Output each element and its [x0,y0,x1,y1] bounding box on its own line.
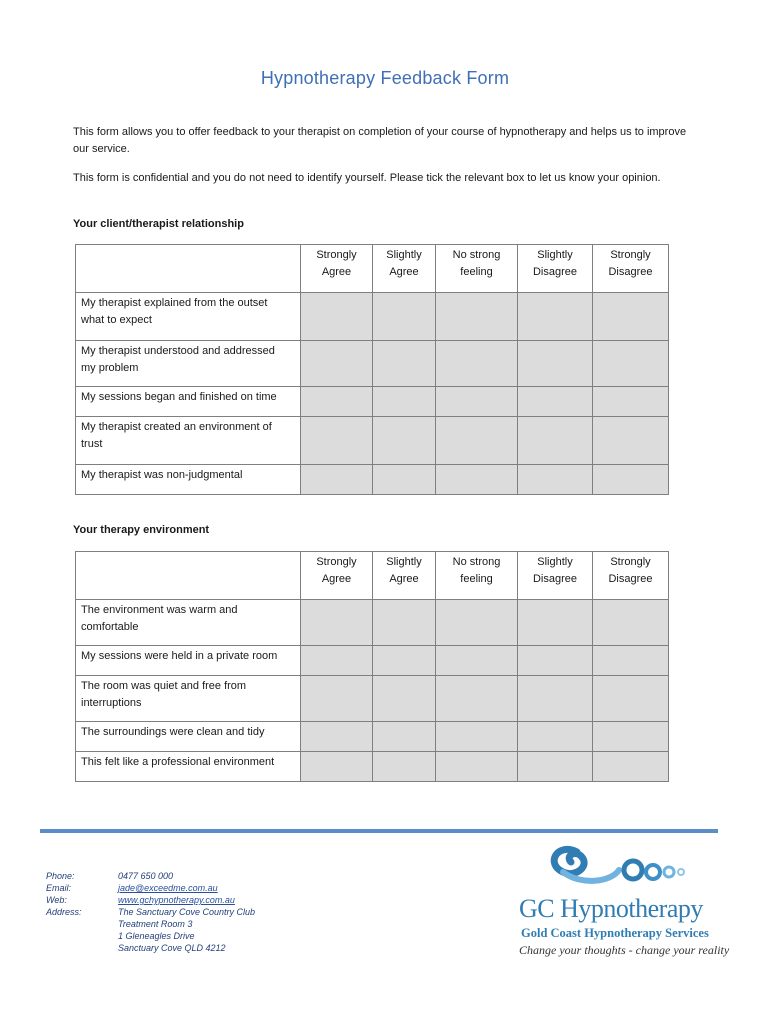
rating-checkbox[interactable] [436,676,518,722]
rating-checkbox[interactable] [593,752,669,782]
environment-table [75,551,669,782]
rating-checkbox[interactable] [301,417,373,465]
logo-name: GC Hypnotherapy [519,894,703,923]
scale-no-strong-feeling: No strong feeling [436,552,518,600]
statement-label: My sessions were held in a private room [76,646,301,676]
statement-label: My sessions began and finished on time [76,387,301,417]
table-row [76,752,669,782]
scale-slightly-agree: Slightly Agree [373,245,436,293]
web-label: Web: [46,895,67,905]
contact-details [46,870,255,954]
footer-divider [40,829,718,833]
rating-checkbox[interactable] [301,600,373,646]
table-row [76,341,669,387]
rating-checkbox[interactable] [593,465,669,495]
rating-checkbox[interactable] [518,341,593,387]
phone-number: 0477 650 000 [118,871,174,881]
table-row [76,293,669,341]
blank-header-cell [76,552,301,600]
email-label: Email: [46,883,72,893]
logo-tagline: Change your thoughts - change your reality [519,943,730,957]
statement-label: The environment was warm and comfortable [76,600,301,646]
rating-checkbox[interactable] [301,676,373,722]
rating-checkbox[interactable] [373,341,436,387]
rating-checkbox[interactable] [373,293,436,341]
scale-strongly-agree: Strongly Agree [301,245,373,293]
table-row [76,646,669,676]
table-row [76,387,669,417]
blank-header-cell [76,245,301,293]
scale-strongly-disagree: Strongly Disagree [593,552,669,600]
rating-checkbox[interactable] [436,722,518,752]
rating-checkbox[interactable] [518,465,593,495]
rating-checkbox[interactable] [301,722,373,752]
rating-checkbox[interactable] [518,676,593,722]
address-line: The Sanctuary Cove Country Club [118,907,256,917]
page-title: Hypnotherapy Feedback Form [260,68,510,88]
statement-label: My therapist understood and addressed my problem [76,341,301,387]
logo-subtitle: Gold Coast Hypnotherapy Services [521,926,709,940]
rating-checkbox[interactable] [436,387,518,417]
scale-strongly-agree: Strongly Agree [301,552,373,600]
gc-hypnotherapy-logo [515,842,730,962]
scale-no-strong-feeling: No strong feeling [436,245,518,293]
swirl-icon [515,842,725,894]
scale-slightly-disagree: Slightly Disagree [518,552,593,600]
rating-checkbox[interactable] [301,465,373,495]
intro-paragraph-1: This form allows you to offer feedback to your therapist on completion of your course of hypnotherapy and helps us to improve our service. [73,126,687,155]
rating-checkbox[interactable] [373,600,436,646]
rating-checkbox[interactable] [301,646,373,676]
rating-checkbox[interactable] [436,293,518,341]
scale-slightly-disagree: Slightly Disagree [518,245,593,293]
table-row [76,676,669,722]
phone-label: Phone: [46,871,75,881]
rating-checkbox[interactable] [373,646,436,676]
rating-checkbox[interactable] [373,676,436,722]
address-line: Treatment Room 3 [118,919,193,929]
statement-label: My therapist explained from the outset what to expect [76,293,301,341]
statement-label: My therapist created an environment of trust [76,417,301,465]
rating-checkbox[interactable] [593,600,669,646]
rating-checkbox[interactable] [301,752,373,782]
table-row [76,600,669,646]
rating-checkbox[interactable] [593,387,669,417]
rating-checkbox[interactable] [518,600,593,646]
scale-slightly-agree: Slightly Agree [373,552,436,600]
rating-checkbox[interactable] [301,341,373,387]
rating-checkbox[interactable] [373,465,436,495]
rating-checkbox[interactable] [373,752,436,782]
table-header-row [76,245,669,293]
rating-checkbox[interactable] [593,646,669,676]
rating-checkbox[interactable] [301,293,373,341]
rating-checkbox[interactable] [518,293,593,341]
rating-checkbox[interactable] [436,752,518,782]
rating-checkbox[interactable] [301,387,373,417]
rating-checkbox[interactable] [593,293,669,341]
statement-label: My therapist was non-judgmental [76,465,301,495]
table-row [76,465,669,495]
section-heading-relationship: Your client/therapist relationship [73,218,244,230]
rating-checkbox[interactable] [518,722,593,752]
relationship-table [75,244,669,495]
table-row [76,417,669,465]
statement-label: The room was quiet and free from interruptions [76,676,301,722]
rating-checkbox[interactable] [436,465,518,495]
rating-checkbox[interactable] [518,387,593,417]
rating-checkbox[interactable] [436,417,518,465]
statement-label: This felt like a professional environment [76,752,301,782]
statement-label: The surroundings were clean and tidy [76,722,301,752]
address-line: Sanctuary Cove QLD 4212 [118,943,226,953]
rating-checkbox[interactable] [593,722,669,752]
rating-checkbox[interactable] [518,417,593,465]
table-row [76,722,669,752]
rating-checkbox[interactable] [518,646,593,676]
address-line: 1 Gleneagles Drive [118,931,195,941]
rating-checkbox[interactable] [373,417,436,465]
web-link[interactable]: www.gchypnotherapy.com.au [118,895,235,905]
rating-checkbox[interactable] [593,341,669,387]
scale-strongly-disagree: Strongly Disagree [593,245,669,293]
section-heading-environment: Your therapy environment [73,524,210,536]
rating-checkbox[interactable] [593,676,669,722]
rating-checkbox[interactable] [373,387,436,417]
rating-checkbox[interactable] [518,752,593,782]
intro-paragraph-2: This form is confidential and you do not need to identify yourself. Please tick the relevant box to let us know your opinion. [73,172,661,184]
rating-checkbox[interactable] [436,646,518,676]
table-header-row [76,552,669,600]
rating-checkbox[interactable] [436,600,518,646]
rating-checkbox[interactable] [593,417,669,465]
address-label: Address: [46,907,82,917]
rating-checkbox[interactable] [436,341,518,387]
email-link[interactable]: jade@exceedme.com.au [118,883,218,893]
rating-checkbox[interactable] [373,722,436,752]
